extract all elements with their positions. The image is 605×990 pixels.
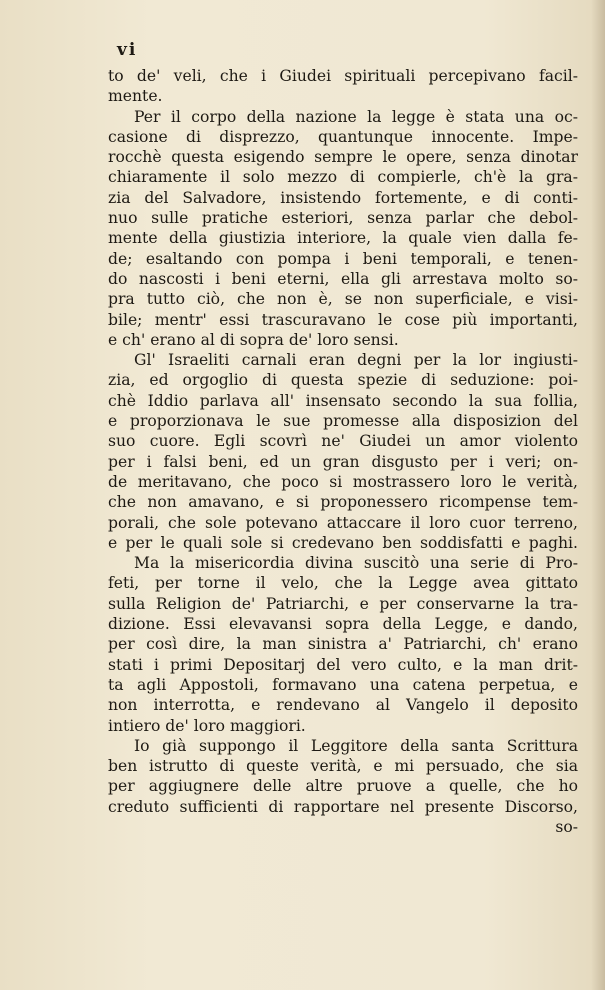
text-line: zia, ed orgoglio di questa spezie di seduzione: poi-: [108, 371, 578, 390]
text-line: porali, che sole potevano attaccare il loro cuor terreno,: [108, 513, 578, 532]
text-line: stati i primi Depositarj del vero culto, e la man drit-: [108, 655, 578, 674]
text-line: casione di disprezzo, quantunque innocente. Impe-: [108, 127, 578, 146]
text-line: chiaramente il solo mezzo di compierle, ch'è la gra-: [108, 168, 578, 187]
text-line: per aggiugnere delle altre pruove a quelle, che ho: [108, 777, 578, 796]
text-line: Gl' Israeliti carnali eran degni per la lor ingiusti-: [134, 351, 578, 370]
text-line: intiero de' loro maggiori.: [108, 716, 306, 735]
text-line: suo cuore. Egli scovrì ne' Giudei un amor violento: [108, 432, 578, 451]
text-line: rocchè questa esigendo sempre le opere, senza dinotar: [108, 148, 578, 167]
body-text: [108, 66, 578, 837]
text-line: Per il corpo della nazione la legge è stata una oc-: [134, 107, 578, 126]
text-line: mente.: [108, 87, 163, 106]
text-line: nuo sulle pratiche esteriori, senza parlar che debol-: [108, 209, 578, 228]
text-line: e proporzionava le sue promesse alla disposizion del: [108, 412, 578, 431]
text-line: per così dire, la man sinistra a' Patriarchi, ch' erano: [108, 635, 578, 654]
text-line: per i falsi beni, ed un gran disgusto per i veri; on-: [108, 452, 578, 471]
text-line: e ch' erano al di sopra de' loro sensi.: [108, 330, 399, 349]
text-line: bile; mentr' essi trascuravano le cose più importanti,: [108, 310, 578, 329]
text-line: to de' veli, che i Giudei spirituali percepivano facil-: [108, 67, 578, 85]
text-line: Io già suppongo il Leggitore della santa Scrittura: [134, 736, 578, 755]
page-number: vi: [117, 40, 138, 60]
text-line: e per le quali sole si credevano ben soddisfatti e paghi.: [108, 533, 578, 552]
text-line: do nascosti i beni eterni, ella gli arrestava molto so-: [108, 269, 578, 288]
text-line: pra tutto ciò, che non è, se non superficiale, e visi-: [108, 290, 578, 309]
text-line: de meritavano, che poco si mostrassero loro le verità,: [108, 472, 578, 491]
text-line: ben istrutto di queste verità, e mi persuado, che sia: [108, 757, 578, 776]
text-line: non interrotta, e rendevano al Vangelo il deposito: [108, 696, 578, 715]
text-line: zia del Salvadore, insistendo fortemente, e di conti-: [108, 188, 578, 207]
page-edge-shadow: [591, 0, 605, 990]
text-line: creduto sufficienti di rapportare nel presente Discorso,: [108, 797, 578, 816]
text-line: de; esaltando con pompa i beni temporali, e tenen-: [108, 249, 578, 268]
text-line: ta agli Appostoli, formavano una catena perpetua, e: [108, 675, 578, 694]
text-line: chè Iddio parlava all' insensato secondo la sua follia,: [108, 391, 578, 410]
text-line: sulla Religion de' Patriarchi, e per conservarne la tra-: [108, 594, 578, 613]
text-line: che non amavano, e si proponessero ricompense tem-: [108, 493, 578, 512]
text-line: Ma la misericordia divina suscitò una serie di Pro-: [134, 554, 578, 573]
text-line: feti, per torne il velo, che la Legge avea gittato: [108, 574, 578, 593]
text-line: so-: [555, 817, 578, 836]
text-line: dizione. Essi elevavansi sopra della Legge, e dando,: [108, 615, 578, 634]
text-line: mente della giustizia interiore, la quale vien dalla fe-: [108, 229, 578, 248]
